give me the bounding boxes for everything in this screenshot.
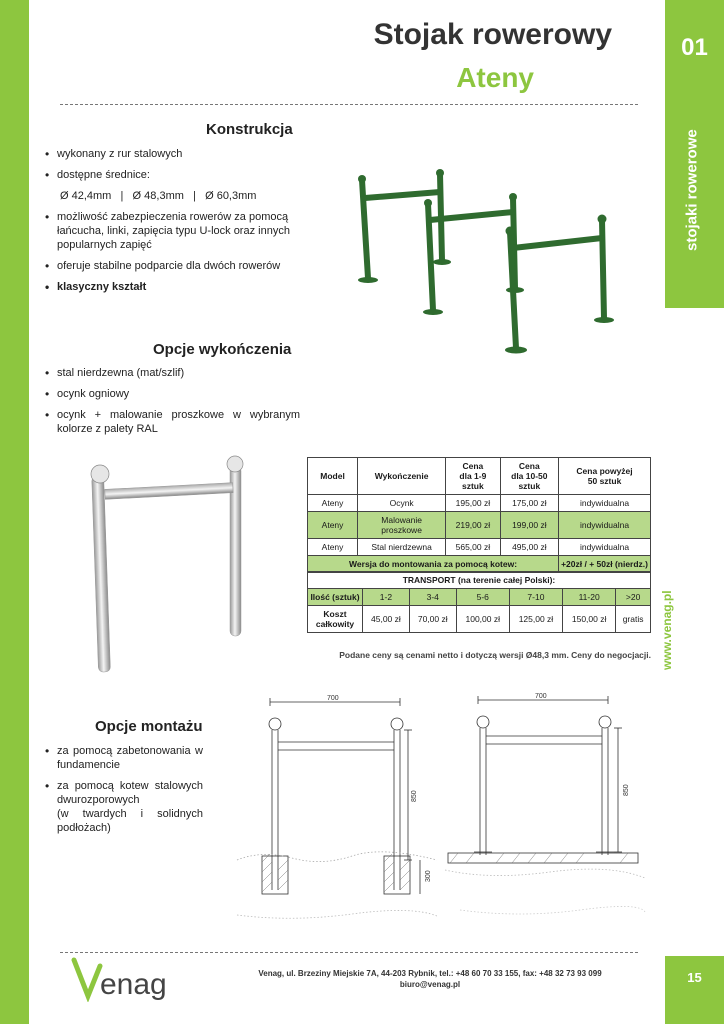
finish-heading: Opcje wykończenia — [153, 341, 292, 358]
table-row — [308, 512, 651, 539]
list-item: • ocynk + malowanie proszkowe w wybranym kolorze z palety RAL — [45, 408, 300, 436]
footer-address: Venag, ul. Brzeziny Miejskie 7A, 44-203 Rybnik, tel.: +48 60 70 33 155, fax: +48 32 73 93 099 — [258, 969, 602, 978]
technical-drawing-anchors — [440, 690, 650, 920]
col-header: Cena dla 1-9 sztuk — [446, 458, 500, 495]
cell: Ateny — [308, 495, 358, 512]
table-row — [308, 539, 651, 556]
cell: 195,00 zł — [446, 495, 500, 512]
list-item: • dostępne średnice: — [45, 168, 300, 182]
table-row — [308, 495, 651, 512]
cell: 45,00 zł — [363, 606, 410, 633]
table-row — [308, 589, 651, 606]
dim-height: 850 — [623, 784, 630, 796]
left-accent-bar — [0, 0, 29, 1024]
transport-heading: TRANSPORT (na terenie całej Polski): — [308, 572, 651, 589]
cell: Koszt całkowity — [308, 606, 363, 633]
cell: 150,00 zł — [563, 606, 616, 633]
page-number: 15 — [687, 970, 702, 985]
list-item: • stal nierdzewna (mat/szlif) — [45, 366, 300, 380]
technical-drawing-concrete — [232, 690, 442, 920]
footer-email[interactable]: biuro@venag.pl — [399, 980, 461, 989]
cell: +20zł / + 50zł (nierdz.) — [559, 556, 651, 573]
cell: 11-20 — [563, 589, 616, 606]
section-number: 01 — [681, 34, 708, 61]
product-name: Ateny — [456, 62, 534, 93]
cell: 7-10 — [509, 589, 562, 606]
cell: Ateny — [308, 512, 358, 539]
cell: Ocynk — [358, 495, 446, 512]
product-render-stainless — [55, 452, 290, 682]
table-row — [308, 606, 651, 633]
dim-height: 850 — [411, 790, 418, 802]
cell: >20 — [616, 589, 651, 606]
cell: 175,00 zł — [500, 495, 559, 512]
list-item: • klasyczny kształt — [45, 280, 300, 294]
product-render-green — [308, 160, 658, 390]
price-table — [307, 457, 651, 573]
cell: Ateny — [308, 539, 358, 556]
cell: 199,00 zł — [500, 512, 559, 539]
cell: Stal nierdzewna — [358, 539, 446, 556]
dim-width: 700 — [327, 695, 339, 702]
website-label[interactable]: www.venag.pl — [660, 590, 674, 670]
table-header-row — [308, 458, 651, 495]
cell: 5-6 — [456, 589, 509, 606]
cell: Ilość (sztuk) — [308, 589, 363, 606]
footer-contact — [230, 968, 630, 990]
cell: 100,00 zł — [456, 606, 509, 633]
price-note: Podane ceny są cenami netto i dotyczą wersji Ø48,3 mm. Ceny do negocjacji. — [339, 650, 651, 660]
category-label: stojaki rowerowe — [683, 129, 701, 251]
construction-heading: Konstrukcja — [206, 121, 293, 138]
cell: Wersja do montowania za pomocą kotew: — [308, 556, 559, 573]
cell: indywidualna — [559, 512, 651, 539]
col-header: Wykończenie — [358, 458, 446, 495]
list-item: • za pomocą zabetonowania w fundamencie — [45, 744, 203, 772]
list-item: • oferuje stabilne podparcie dla dwóch rowerów — [45, 259, 300, 273]
dim-depth: 300 — [425, 870, 432, 882]
mounting-list — [45, 744, 203, 842]
logo-text: enag — [100, 968, 167, 1001]
cell: 70,00 zł — [409, 606, 456, 633]
cell: indywidualna — [559, 539, 651, 556]
diameters-line: Ø 42,4mm | Ø 48,3mm | Ø 60,3mm — [60, 190, 257, 202]
cell: 125,00 zł — [509, 606, 562, 633]
col-header: Cena powyżej 50 sztuk — [559, 458, 651, 495]
list-item: • za pomocą kotew stalowych dwurozporowych — [45, 779, 203, 807]
transport-table — [307, 571, 651, 633]
col-header: Cena dla 10-50 sztuk — [500, 458, 559, 495]
anchor-option-row — [308, 556, 651, 573]
finish-list — [45, 366, 300, 443]
cell: 1-2 — [363, 589, 410, 606]
dim-width: 700 — [535, 693, 547, 700]
list-item: • możliwość zabezpieczenia rowerów za pomocą łańcucha, linki, zapięcia typu U-lock oraz innych popularnych zapięć — [45, 210, 300, 252]
col-header: Model — [308, 458, 358, 495]
cell: indywidualna — [559, 495, 651, 512]
header-divider — [60, 104, 638, 105]
list-item: • wykonany z rur stalowych — [45, 147, 300, 161]
cell: Malowanie proszkowe — [358, 512, 446, 539]
cell: 495,00 zł — [500, 539, 559, 556]
page-title: Stojak rowerowy — [373, 18, 612, 51]
mounting-heading: Opcje montażu — [95, 718, 203, 735]
construction-list — [45, 147, 300, 301]
list-item: (w twardych i solidnych podłożach) — [57, 808, 203, 834]
list-item: • ocynk ogniowy — [45, 387, 300, 401]
venag-logo — [70, 952, 200, 1002]
cell: 565,00 zł — [446, 539, 500, 556]
cell: 3-4 — [409, 589, 456, 606]
cell: gratis — [616, 606, 651, 633]
cell: 219,00 zł — [446, 512, 500, 539]
